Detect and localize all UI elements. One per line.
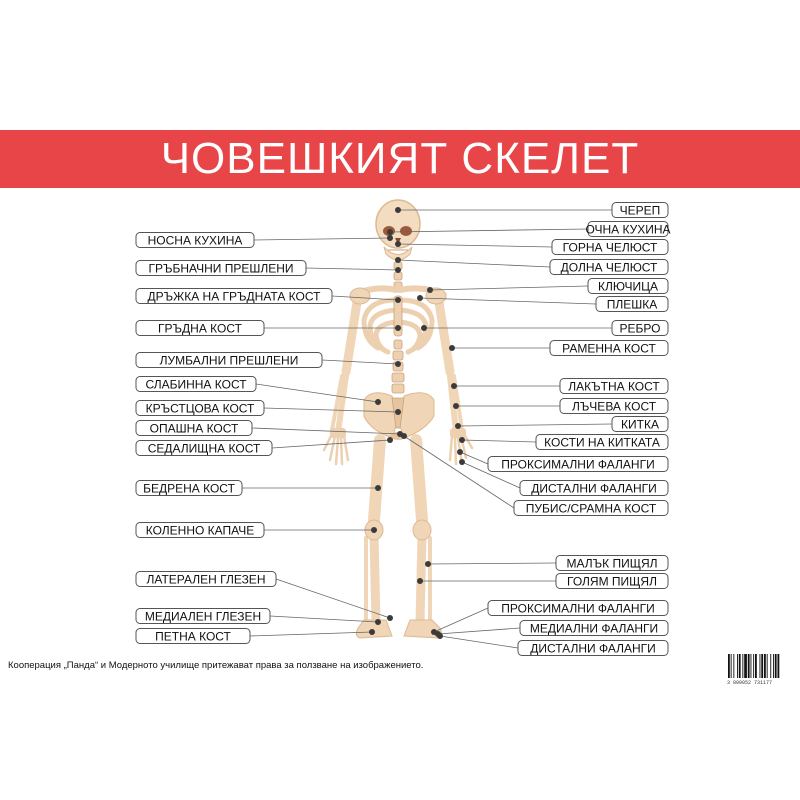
pointer-dot-left-8 — [387, 437, 393, 443]
leader-line-right-17 — [434, 608, 488, 632]
pointer-dot-left-0 — [387, 235, 393, 241]
leader-line-right-4 — [430, 286, 588, 290]
label-right-1: ОЧНА КУХИНА — [585, 222, 671, 237]
pointer-dot-right-4 — [427, 287, 433, 293]
pointer-dot-right-6 — [421, 325, 427, 331]
label-right-10: КИТКА — [621, 417, 659, 432]
pointer-dot-right-2 — [395, 241, 401, 247]
label-right-15: МАЛЪК ПИЩЯЛ — [566, 556, 658, 571]
leader-line-left-0 — [254, 238, 390, 240]
pointer-dot-right-7 — [449, 345, 455, 351]
pointer-dot-right-5 — [417, 295, 423, 301]
pointer-dot-right-15 — [425, 561, 431, 567]
label-right-2: ГОРНА ЧЕЛЮСТ — [562, 240, 658, 255]
barcode-bar — [775, 654, 777, 678]
leader-line-left-13 — [250, 632, 372, 636]
leader-line-left-5 — [256, 384, 378, 402]
barcode-bar — [770, 654, 771, 678]
barcode-bar — [751, 654, 752, 678]
barcode-bar — [764, 654, 766, 678]
barcode-bar — [755, 654, 757, 678]
pointer-dot-left-13 — [369, 629, 375, 635]
leader-line-left-4 — [322, 360, 398, 364]
label-right-0: ЧЕРЕП — [619, 203, 661, 218]
leader-line-left-12 — [270, 616, 378, 622]
label-left-9: БЕДРЕНА КОСТ — [143, 481, 235, 496]
pointer-dot-left-11 — [387, 615, 393, 621]
leader-line-left-1 — [306, 268, 398, 270]
barcode-digits: 3 800052 731177 — [727, 680, 773, 686]
pointer-dot-right-3 — [395, 257, 401, 263]
pointer-dot-right-1 — [387, 229, 393, 235]
leader-line-right-5 — [420, 298, 596, 304]
pointer-dot-right-16 — [417, 578, 423, 584]
label-right-12: ПРОКСИМАЛНИ ФАЛАНГИ — [501, 457, 655, 472]
label-right-9: ЛЪЧЕВА КОСТ — [571, 399, 657, 414]
label-left-10: КОЛЕННО КАПАЧЕ — [145, 523, 255, 538]
barcode-bar — [744, 654, 747, 678]
barcode-bar — [778, 654, 780, 678]
pointer-dot-right-13 — [459, 459, 465, 465]
label-left-7: ОПАШНА КОСТ — [149, 421, 239, 436]
barcode-bar — [761, 654, 763, 678]
pointer-dot-right-14 — [401, 433, 407, 439]
skeleton-illustration — [324, 200, 472, 638]
label-right-18: МЕДИАЛНИ ФАЛАНГИ — [529, 621, 659, 636]
label-right-14: ПУБИС/СРАМНА КОСТ — [525, 501, 657, 516]
pointer-dot-left-1 — [395, 267, 401, 273]
barcode-bar — [753, 654, 754, 678]
label-left-4: ЛУМБАЛНИ ПРЕШЛЕНИ — [159, 353, 299, 368]
leader-line-right-19 — [440, 636, 518, 648]
label-left-6: КРЪСТЦОВА КОСТ — [145, 401, 255, 416]
barcode-image — [727, 654, 795, 682]
pointer-dot-right-19 — [437, 633, 443, 639]
barcode-bar — [742, 654, 743, 678]
label-left-2: ДРЪЖКА НА ГРЪДНАТА КОСТ — [147, 289, 321, 304]
barcode-bar — [728, 654, 730, 678]
pointer-dot-left-9 — [375, 485, 381, 491]
label-left-13: ПЕТНА КОСТ — [155, 629, 231, 644]
label-left-8: СЕДАЛИЩНА КОСТ — [147, 441, 261, 456]
label-left-12: МЕДИАЛЕН ГЛЕЗЕН — [144, 609, 262, 624]
pointer-dot-left-4 — [395, 361, 401, 367]
barcode-bar — [737, 654, 738, 678]
leader-line-right-2 — [398, 244, 552, 247]
barcode-bar — [748, 654, 750, 678]
leader-line-right-15 — [428, 563, 556, 564]
leader-line-right-11 — [462, 440, 536, 442]
label-right-11: КОСТИ НА КИТКАТА — [544, 435, 660, 450]
pointer-dot-right-0 — [395, 207, 401, 213]
pointer-dot-right-10 — [455, 423, 461, 429]
pointer-dot-right-12 — [457, 449, 463, 455]
label-left-11: ЛАТЕРАЛЕН ГЛЕЗЕН — [146, 572, 266, 587]
pointer-dot-right-11 — [459, 437, 465, 443]
label-left-5: СЛАБИННА КОСТ — [145, 377, 247, 392]
pointer-dot-right-9 — [453, 403, 459, 409]
barcode-bar — [739, 654, 741, 678]
label-left-1: ГРЪБНАЧНИ ПРЕШЛЕНИ — [148, 261, 294, 276]
label-left-3: ГРЪДНА КОСТ — [158, 321, 242, 336]
leader-line-right-18 — [438, 628, 520, 634]
barcode-bar — [760, 654, 761, 678]
pointer-dot-left-2 — [395, 297, 401, 303]
label-right-6: РЕБРО — [619, 321, 661, 336]
pointer-dot-left-6 — [395, 409, 401, 415]
label-right-16: ГОЛЯМ ПИЩЯЛ — [567, 574, 657, 589]
label-right-19: ДИСТАЛНИ ФАЛАНГИ — [530, 641, 656, 656]
leader-line-right-3 — [398, 260, 550, 267]
pointer-dot-left-12 — [375, 619, 381, 625]
leader-line-right-10 — [458, 424, 612, 426]
barcode-bar — [731, 654, 732, 678]
label-left-0: НОСНА КУХИНА — [147, 233, 243, 248]
leader-line-left-8 — [272, 440, 390, 448]
barcode-bar — [773, 654, 774, 678]
pointer-dot-right-8 — [451, 383, 457, 389]
copyright-credit: Кооперация „Панда“ и Модерното училище притежават права за ползване на изображението. — [8, 660, 424, 671]
barcode-bar — [733, 654, 734, 678]
label-right-3: ДОЛНА ЧЕЛЮСТ — [560, 260, 658, 275]
pointer-dot-left-10 — [371, 527, 377, 533]
label-right-17: ПРОКСИМАЛНИ ФАЛАНГИ — [501, 601, 655, 616]
pointer-dot-left-5 — [375, 399, 381, 405]
label-right-8: ЛАКЪТНА КОСТ — [568, 379, 660, 394]
barcode-bar — [767, 654, 768, 678]
label-right-5: ПЛЕШКА — [606, 297, 658, 312]
label-right-7: РАМЕННА КОСТ — [562, 341, 656, 356]
label-right-13: ДИСТАЛНИ ФАЛАНГИ — [531, 481, 657, 496]
pointer-dot-left-3 — [395, 325, 401, 331]
label-right-4: КЛЮЧИЦА — [597, 279, 659, 294]
page-title: ЧОВЕШКИЯТ СКЕЛЕТ — [160, 134, 640, 183]
